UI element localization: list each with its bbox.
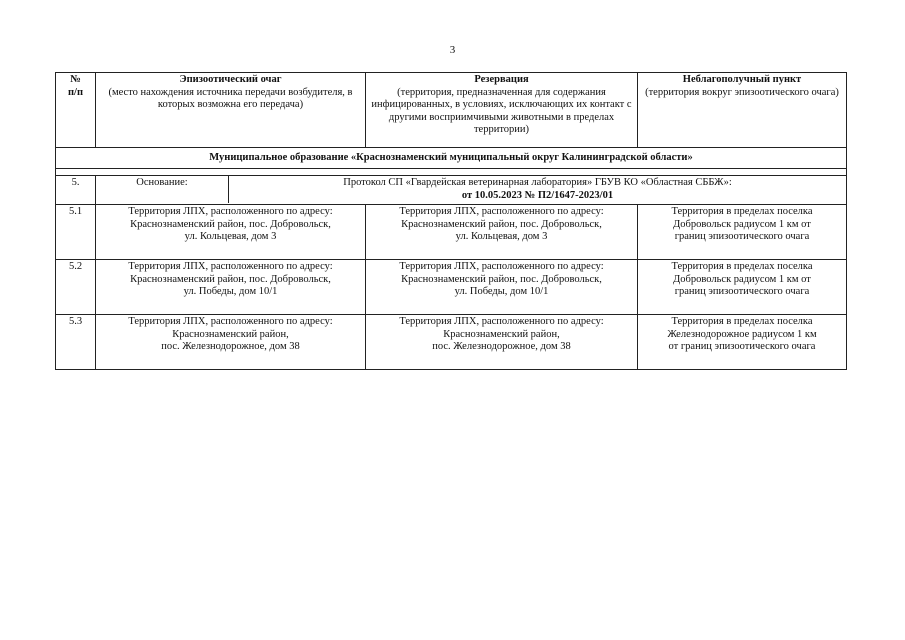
- header-reservation: [366, 73, 638, 148]
- header-area-subtitle: (территория вокруг эпизоотического очага): [645, 86, 839, 98]
- table-row: [56, 260, 847, 315]
- episootic-table: [55, 72, 847, 370]
- header-reservation-title: Резервация: [474, 74, 529, 85]
- reservation-cell: [366, 260, 638, 315]
- area-line: границ эпизоотического очага: [674, 286, 810, 297]
- basis-cell: [96, 176, 847, 205]
- spacer-cell: [56, 169, 847, 176]
- table-row: [56, 205, 847, 260]
- focus-cell: [96, 260, 366, 315]
- header-focus: [96, 73, 366, 148]
- area-line: границ эпизоотического очага: [674, 231, 810, 242]
- reservation-line: ул. Победы, дом 10/1: [454, 286, 549, 297]
- basis-text: Протокол СП «Гвардейская ветеринарная лаборатория» ГБУВ КО «Областная СББЖ»:: [343, 177, 732, 188]
- spacer-row: [56, 169, 847, 176]
- row-num: 5.1: [56, 205, 96, 260]
- header-num-line2: п/п: [67, 86, 84, 98]
- header-num: [56, 73, 96, 148]
- reservation-line: пос. Железнодорожное, дом 38: [432, 341, 571, 352]
- basis-date: от 10.05.2023 № П2/1647-2023/01: [461, 189, 614, 201]
- row-num: 5.2: [56, 260, 96, 315]
- area-line: Железнодорожное радиусом 1 км: [667, 328, 817, 340]
- area-line: от границ эпизоотического очага: [668, 341, 816, 352]
- header-area-title: Неблагополучный пункт: [682, 74, 802, 85]
- area-cell: [638, 260, 847, 315]
- reservation-cell: [366, 315, 638, 370]
- reservation-line: ул. Кольцевая, дом 3: [455, 231, 548, 242]
- municipality-title: Муниципальное образование «Краснознаменский муниципальный округ Калининградской области»: [56, 148, 847, 169]
- municipality-row: [56, 148, 847, 169]
- reservation-line: Территория ЛПХ, расположенного по адресу:: [399, 206, 604, 217]
- header-area: [638, 73, 847, 148]
- header-reservation-subtitle: (территория, предназначенная для содержания инфицированных, в условиях, исключающих их контакт с другими восприимчивыми животными в пределах территории): [371, 86, 632, 135]
- focus-cell: [96, 205, 366, 260]
- focus-line: Территория ЛПХ, расположенного по адресу:: [128, 261, 333, 272]
- focus-line: ул. Кольцевая, дом 3: [184, 231, 277, 242]
- table-header-row: [56, 73, 847, 148]
- basis-num: 5.: [56, 176, 96, 205]
- reservation-line: Краснознаменский район,: [443, 328, 560, 340]
- header-focus-subtitle: (место нахождения источника передачи возбудителя, в которых возможна его передача): [108, 86, 353, 110]
- focus-line: ул. Победы, дом 10/1: [183, 286, 278, 297]
- focus-line: Территория ЛПХ, расположенного по адресу:: [128, 316, 333, 327]
- reservation-line: Территория ЛПХ, расположенного по адресу:: [399, 261, 604, 272]
- basis-label: Основание:: [96, 176, 229, 203]
- basis-row: [56, 176, 847, 205]
- focus-line: Краснознаменский район, пос. Добровольск,: [130, 273, 331, 285]
- area-line: Территория в пределах поселка: [671, 316, 813, 327]
- page-number: 3: [449, 44, 456, 56]
- reservation-cell: [366, 205, 638, 260]
- area-line: Территория в пределах поселка: [671, 261, 813, 272]
- reservation-line: Краснознаменский район, пос. Добровольск,: [401, 218, 602, 230]
- area-cell: [638, 315, 847, 370]
- focus-cell: [96, 315, 366, 370]
- table-row: [56, 315, 847, 370]
- focus-line: Краснознаменский район,: [172, 328, 289, 340]
- reservation-line: Территория ЛПХ, расположенного по адресу:: [399, 316, 604, 327]
- area-line: Добровольск радиусом 1 км от: [673, 273, 811, 285]
- area-line: Добровольск радиусом 1 км от: [673, 218, 811, 230]
- focus-line: Краснознаменский район, пос. Добровольск,: [130, 218, 331, 230]
- header-focus-title: Эпизоотический очаг: [179, 74, 282, 85]
- area-line: Территория в пределах поселка: [671, 206, 813, 217]
- row-num: 5.3: [56, 315, 96, 370]
- focus-line: Территория ЛПХ, расположенного по адресу:: [128, 206, 333, 217]
- focus-line: пос. Железнодорожное, дом 38: [161, 341, 300, 352]
- reservation-line: Краснознаменский район, пос. Добровольск,: [401, 273, 602, 285]
- area-cell: [638, 205, 847, 260]
- header-num-line1: №: [70, 74, 81, 85]
